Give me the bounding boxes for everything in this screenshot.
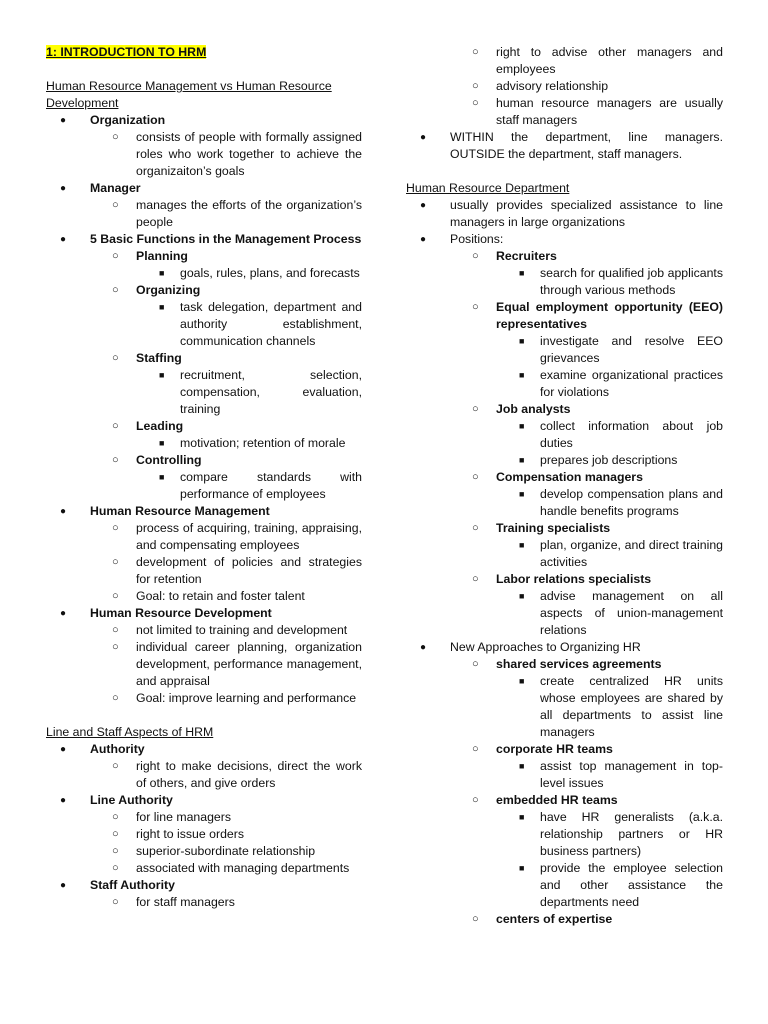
list-item-heading: 5 Basic Functions in the Management Process [90, 232, 362, 246]
bullet-marker: ○ [112, 556, 119, 568]
list-item [90, 860, 362, 877]
list-item [450, 520, 723, 571]
bullet-marker: ○ [472, 794, 479, 806]
bullet-marker: ■ [519, 812, 525, 822]
list-item-text: Positions: [450, 232, 504, 246]
bullet-marker: ○ [112, 420, 119, 432]
bullet-marker: ○ [112, 624, 119, 636]
bullet-marker: ○ [112, 862, 119, 874]
list-item [496, 333, 723, 367]
list-item [496, 809, 723, 860]
bullet-marker: ■ [519, 268, 525, 278]
list-item-text: consists of people with formally assigned roles who work together to achieve the organizaiton’s goals [136, 130, 362, 178]
list-item [90, 248, 362, 282]
list-item [136, 367, 362, 418]
list-item [46, 792, 362, 877]
list-item-text: development of policies and strategies for retention [136, 555, 362, 586]
section-heading-hr-department: Human Resource Department [406, 181, 570, 195]
nested-list [136, 299, 362, 350]
bullet-marker: ○ [472, 80, 479, 92]
nested-list [496, 673, 723, 741]
list-item [90, 809, 362, 826]
list-item [406, 231, 723, 639]
list-item [450, 44, 723, 78]
bullet-marker: ○ [112, 811, 119, 823]
bullet-marker: ■ [519, 540, 525, 550]
list-item [450, 401, 723, 469]
nested-list [450, 44, 723, 129]
list-item [496, 452, 723, 469]
list-item-text: plan, organize, and direct training activities [540, 538, 723, 569]
bullet-marker: ● [420, 200, 427, 211]
nested-list [496, 265, 723, 299]
bullet-marker: ● [60, 115, 67, 126]
bullet-marker: ● [420, 132, 427, 143]
bullet-marker: ○ [112, 641, 119, 653]
bullet-marker: ■ [159, 438, 165, 448]
list-item [46, 112, 362, 180]
list-item-heading: Controlling [136, 453, 202, 467]
bullet-marker: ○ [112, 352, 119, 364]
list-item-text: create centralized HR units whose employees are shared by all departments to assist line managers [540, 674, 723, 739]
list-item-text: WITHIN the department, line managers. OUTSIDE the department, staff managers. [450, 130, 723, 161]
bullet-marker: ○ [112, 131, 119, 143]
bullet-marker: ○ [472, 46, 479, 58]
document-title: 1: INTRODUCTION TO HRM [46, 45, 207, 59]
nested-list [136, 469, 362, 503]
list-item-text: provide the employee selection and other assistance the departments need [540, 861, 723, 909]
list-item [90, 758, 362, 792]
staff-authority-continued-list [406, 44, 723, 163]
list-item-heading: Human Resource Development [90, 606, 272, 620]
list-item [450, 741, 723, 792]
list-item-text: for line managers [136, 810, 232, 824]
list-item [90, 639, 362, 690]
list-item-text: superior-subordinate relationship [136, 844, 316, 858]
list-item-heading: Staffing [136, 351, 182, 365]
list-item-text: examine organizational practices for violations [540, 368, 723, 399]
section-heading-line-staff: Line and Staff Aspects of HRM [46, 725, 214, 739]
list-item-text: for staff managers [136, 895, 235, 909]
list-item [406, 129, 723, 163]
list-item-text: New Approaches to Organizing HR [450, 640, 641, 654]
bullet-marker: ● [60, 234, 67, 245]
nested-list [90, 129, 362, 180]
bullet-marker: ○ [472, 250, 479, 262]
list-item-heading: Labor relations specialists [496, 572, 652, 586]
list-item [450, 571, 723, 639]
list-item-text: search for qualified job applicants through various methods [540, 266, 723, 297]
list-item-heading: embedded HR teams [496, 793, 618, 807]
list-item-text: individual career planning, organization development, performance management, and appraisal [136, 640, 362, 688]
nested-list [90, 197, 362, 231]
list-item-heading: Line Authority [90, 793, 173, 807]
nested-list [90, 894, 362, 911]
list-item-text: human resource managers are usually staff managers [496, 96, 723, 127]
bullet-marker: ■ [519, 676, 525, 686]
nested-list [496, 333, 723, 401]
list-item-text: right to advise other managers and employees [496, 45, 723, 76]
list-item-heading: Staff Authority [90, 878, 175, 892]
bullet-marker: ● [60, 880, 67, 891]
list-item [496, 486, 723, 520]
list-item [90, 622, 362, 639]
list-item [450, 656, 723, 741]
bullet-marker: ○ [112, 692, 119, 704]
list-item [496, 367, 723, 401]
list-item [496, 860, 723, 911]
bullet-marker: ○ [472, 403, 479, 415]
bullet-marker: ■ [519, 370, 525, 380]
nested-list [496, 758, 723, 792]
bullet-marker: ○ [112, 454, 119, 466]
list-item [90, 894, 362, 911]
bullet-marker: ○ [472, 471, 479, 483]
list-item [90, 197, 362, 231]
list-item-text: process of acquiring, training, appraising, and compensating employees [136, 521, 362, 552]
nested-list [90, 248, 362, 503]
list-item [496, 673, 723, 741]
list-item-text: motivation; retention of morale [180, 436, 346, 450]
list-item [90, 690, 362, 707]
nested-list [496, 588, 723, 639]
list-item-text: assist top management in top-level issues [540, 759, 723, 790]
list-item-text: Goal: to retain and foster talent [136, 589, 305, 603]
list-item-text: develop compensation plans and handle benefits programs [540, 487, 723, 518]
list-item-heading: Manager [90, 181, 141, 195]
bullet-marker: ○ [112, 284, 119, 296]
bullet-marker: ○ [472, 658, 479, 670]
nested-list [496, 537, 723, 571]
list-item [496, 588, 723, 639]
list-item [450, 248, 723, 299]
bullet-marker: ■ [519, 421, 525, 431]
list-item-text: collect information about job duties [540, 419, 723, 450]
list-item-text: advise management on all aspects of union-management relations [540, 589, 723, 637]
bullet-marker: ● [60, 506, 67, 517]
list-item-heading: Training specialists [496, 521, 611, 535]
bullet-marker: ○ [472, 97, 479, 109]
list-item-text: compare standards with performance of employees [180, 470, 362, 501]
list-item-heading: corporate HR teams [496, 742, 613, 756]
bullet-marker: ○ [112, 590, 119, 602]
list-item [496, 537, 723, 571]
list-item [450, 469, 723, 520]
bullet-marker: ■ [519, 336, 525, 346]
bullet-marker: ○ [112, 828, 119, 840]
bullet-marker: ■ [519, 489, 525, 499]
nested-list [90, 758, 362, 792]
bullet-marker: ■ [159, 302, 165, 312]
list-item-text: investigate and resolve EEO grievances [540, 334, 723, 365]
bullet-marker: ● [420, 234, 427, 245]
list-item-text: advisory relationship [496, 79, 609, 93]
bullet-marker: ○ [112, 199, 119, 211]
list-item [450, 911, 723, 928]
bullet-marker: ■ [519, 591, 525, 601]
list-item [136, 265, 362, 282]
list-item-text: have HR generalists (a.k.a. relationship partners or HR business partners) [540, 810, 723, 858]
bullet-marker: ● [60, 608, 67, 619]
list-item-text: Goal: improve learning and performance [136, 691, 357, 705]
right-column [406, 44, 723, 928]
list-item [90, 520, 362, 554]
list-item-text: right to issue orders [136, 827, 244, 841]
bullet-marker: ○ [112, 896, 119, 908]
section-heading-hrm-vs-hrd: Human Resource Management vs Human Resource Development [46, 79, 332, 110]
list-item-text: associated with managing departments [136, 861, 350, 875]
bullet-marker: ■ [159, 268, 165, 278]
list-item [496, 758, 723, 792]
list-item-text: not limited to training and development [136, 623, 348, 637]
nested-list [496, 809, 723, 911]
list-item [90, 826, 362, 843]
bullet-marker: ■ [519, 863, 525, 873]
list-item-text: manages the efforts of the organization’s people [136, 198, 362, 229]
list-item [496, 418, 723, 452]
list-item-text: right to make decisions, direct the work of others, and give orders [136, 759, 362, 790]
bullet-marker: ○ [112, 522, 119, 534]
list-item [46, 503, 362, 605]
bullet-marker: ○ [472, 301, 479, 313]
list-item-text: goals, rules, plans, and forecasts [180, 266, 360, 280]
left-column [46, 44, 362, 911]
nested-list [496, 418, 723, 469]
list-item [136, 435, 362, 452]
list-item [90, 588, 362, 605]
list-item-heading: Organizing [136, 283, 201, 297]
list-item-heading: Planning [136, 249, 188, 263]
list-item [46, 231, 362, 503]
bullet-marker: ● [60, 744, 67, 755]
list-item-heading: centers of expertise [496, 912, 613, 926]
list-item [90, 418, 362, 452]
list-item [406, 639, 723, 928]
bullet-marker: ○ [112, 845, 119, 857]
nested-list [136, 265, 362, 282]
list-item [90, 452, 362, 503]
bullet-marker: ● [60, 795, 67, 806]
list-item [136, 299, 362, 350]
list-item-text: recruitment, selection, compensation, evaluation, training [180, 368, 362, 416]
nested-list [450, 656, 723, 928]
list-item [450, 78, 723, 95]
bullet-marker: ● [60, 183, 67, 194]
line-staff-list [46, 741, 362, 911]
bullet-marker: ■ [519, 455, 525, 465]
hr-department-list [406, 197, 723, 928]
list-item-heading: Leading [136, 419, 184, 433]
list-item [450, 95, 723, 129]
list-item [46, 877, 362, 911]
bullet-marker: ○ [112, 760, 119, 772]
nested-list [90, 622, 362, 707]
bullet-marker: ○ [472, 743, 479, 755]
nested-list [136, 435, 362, 452]
list-item [496, 265, 723, 299]
list-item [450, 299, 723, 401]
list-item-text: task delegation, department and authority establishment, communication channels [180, 300, 362, 348]
list-item-text: usually provides specialized assistance to line managers in large organizations [450, 198, 723, 229]
nested-list [450, 248, 723, 639]
bullet-marker: ■ [519, 761, 525, 771]
list-item-heading: Equal employment opportunity (EEO) representatives [496, 300, 723, 331]
bullet-marker: ○ [472, 522, 479, 534]
list-item-heading: Compensation managers [496, 470, 643, 484]
list-item-heading: Authority [90, 742, 145, 756]
list-item [90, 129, 362, 180]
bullet-marker: ■ [159, 472, 165, 482]
bullet-marker: ○ [112, 250, 119, 262]
nested-list [136, 367, 362, 418]
list-item-heading: Job analysts [496, 402, 571, 416]
list-item [46, 605, 362, 707]
list-item-heading: shared services agreements [496, 657, 662, 671]
list-item-heading: Organization [90, 113, 166, 127]
nested-list [90, 520, 362, 605]
bullet-marker: ○ [472, 913, 479, 925]
list-item [46, 741, 362, 792]
nested-list [496, 486, 723, 520]
list-item-text: prepares job descriptions [540, 453, 678, 467]
nested-list [90, 809, 362, 877]
list-item [136, 469, 362, 503]
list-item-heading: Human Resource Management [90, 504, 270, 518]
list-item-heading: Recruiters [496, 249, 557, 263]
bullet-marker: ○ [472, 573, 479, 585]
bullet-marker: ● [420, 642, 427, 653]
bullet-marker: ■ [159, 370, 165, 380]
list-item [450, 792, 723, 911]
list-item [90, 282, 362, 350]
list-item [406, 197, 723, 231]
list-item [90, 554, 362, 588]
list-item-container [406, 44, 723, 129]
list-item [90, 350, 362, 418]
hrm-vs-hrd-list [46, 112, 362, 707]
list-item [90, 843, 362, 860]
list-item [46, 180, 362, 231]
